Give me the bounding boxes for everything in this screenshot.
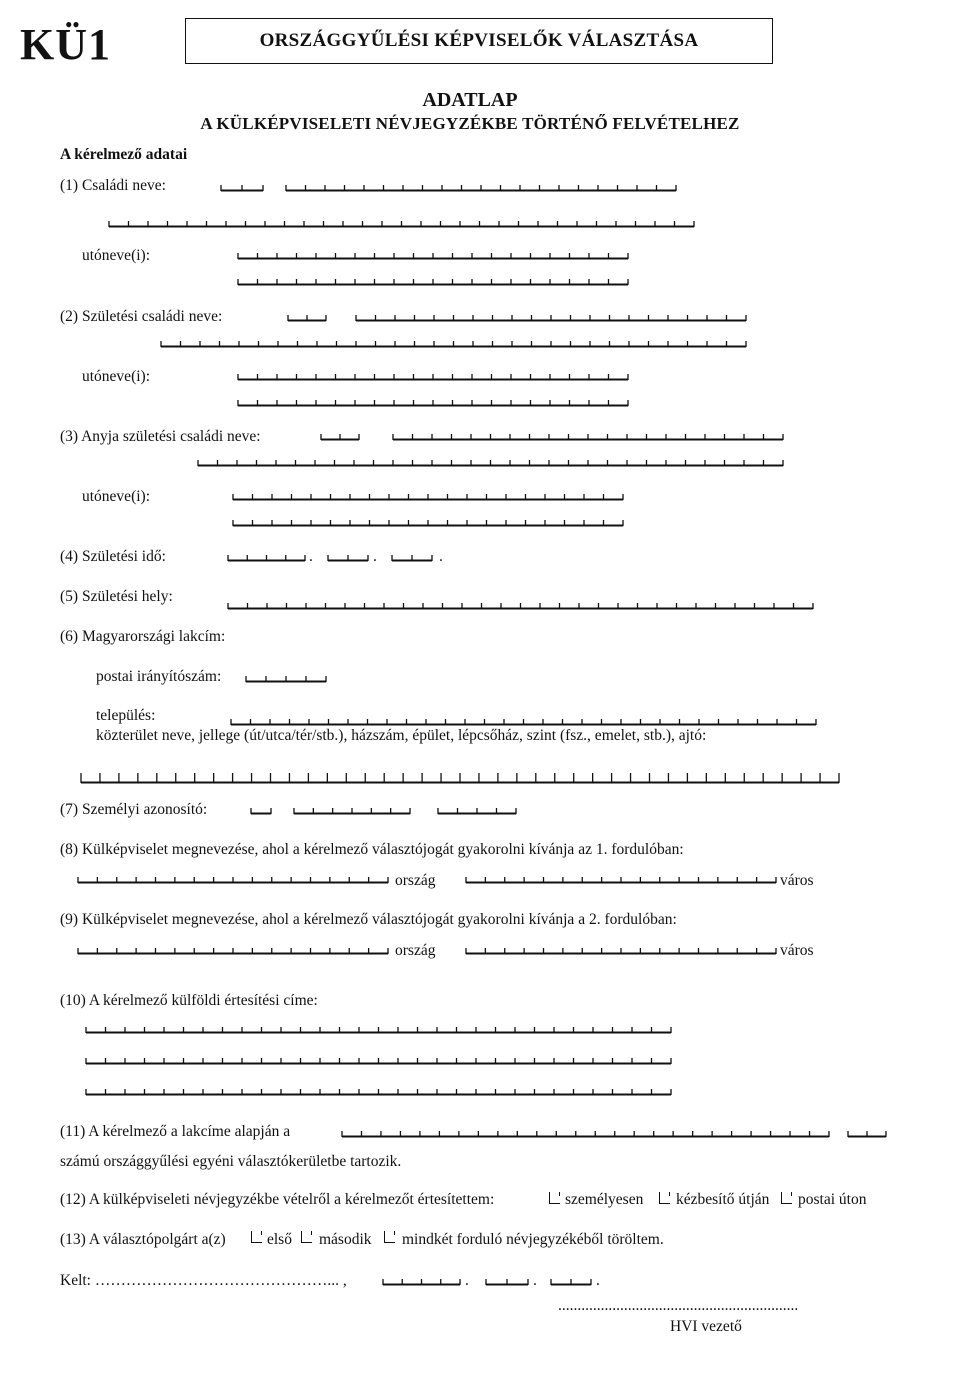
q12-opt2: kézbesítő útján xyxy=(676,1191,770,1208)
q8-country-label: ország xyxy=(395,872,436,889)
q12-label: (12) A külképviseleti névjegyzékbe vételről a kérelmezőt értesítettem: xyxy=(60,1191,495,1208)
notify-post-checkbox[interactable] xyxy=(781,1192,792,1204)
city-field[interactable] xyxy=(230,719,817,726)
q9-country-label: ország xyxy=(395,942,436,959)
q3-surname-cont-field[interactable] xyxy=(197,460,784,467)
q9-city-label: város xyxy=(780,942,814,959)
q7-label: (7) Személyi azonosító: xyxy=(60,801,208,818)
id-part1-field[interactable] xyxy=(250,808,272,815)
section-title: A kérelmező adatai xyxy=(60,146,188,163)
birth-place-field[interactable] xyxy=(227,603,814,610)
q3-label: (3) Anyja születési családi neve: xyxy=(60,428,261,445)
q13-opt2: második xyxy=(319,1231,372,1248)
q12-opt1: személyesen xyxy=(565,1191,644,1208)
q2-prefix-field[interactable] xyxy=(287,315,327,322)
form-code: KÜ1 xyxy=(20,20,111,69)
date-dot: . xyxy=(439,548,443,565)
q3-given-field-1[interactable] xyxy=(232,494,624,501)
id-part3-field[interactable] xyxy=(437,808,517,815)
q10-label: (10) A kérelmező külföldi értesítési címe: xyxy=(60,992,318,1009)
kelt-dot: . xyxy=(533,1272,537,1289)
q2-surname-field[interactable] xyxy=(355,315,747,322)
q1-label: (1) Családi neve: xyxy=(60,177,166,194)
q1-prefix-field[interactable] xyxy=(220,185,264,192)
form-subtitle: A KÜLKÉPVISELETI NÉVJEGYZÉKBE TÖRTÉNŐ FELVÉTELHEZ xyxy=(200,114,740,133)
q11-tail: számú országgyűlési egyéni választókerületbe tartozik. xyxy=(60,1153,402,1170)
q2-label: (2) Születési családi neve: xyxy=(60,308,223,325)
kelt-dot: . xyxy=(465,1272,469,1289)
form-title: ADATLAP xyxy=(422,89,518,111)
id-part2-field[interactable] xyxy=(293,808,411,815)
foreign-address-field-2[interactable] xyxy=(85,1058,672,1065)
q4-label: (4) Születési idő: xyxy=(60,548,166,565)
header-box: ORSZÁGGYŰLÉSI KÉPVISELŐK VÁLASZTÁSA xyxy=(185,18,773,64)
birth-year-field[interactable] xyxy=(227,555,306,562)
q1-surname-cont-field[interactable] xyxy=(108,221,695,228)
date-dot: . xyxy=(309,548,313,565)
q3-given-label: utóneve(i): xyxy=(82,488,151,505)
q3-prefix-field[interactable] xyxy=(320,434,360,441)
district-number-field[interactable] xyxy=(847,1131,887,1138)
q8-city-field[interactable] xyxy=(465,877,777,884)
foreign-address-field-3[interactable] xyxy=(85,1089,672,1096)
birth-month-field[interactable] xyxy=(327,555,369,562)
q9-city-field[interactable] xyxy=(465,948,777,955)
q1-given-field-2[interactable] xyxy=(237,279,629,286)
zip-code-field[interactable] xyxy=(245,676,327,683)
q6-street-label: közterület neve, jellege (út/utca/tér/stb.), házszám, épület, lépcsőház, szint (fsz., emelet, stb.), ajtó: xyxy=(96,727,707,744)
notify-courier-checkbox[interactable] xyxy=(659,1192,670,1204)
q8-label: (8) Külképviselet megnevezése, ahol a kérelmező választójogát gyakorolni kívánja az 1. fordulóban: xyxy=(60,841,684,858)
q1-given-field-1[interactable] xyxy=(237,253,629,260)
q2-given-label: utóneve(i): xyxy=(82,368,151,385)
signer-title: HVI vezető xyxy=(670,1318,742,1335)
q6-zip-label: postai irányítószám: xyxy=(96,668,222,685)
q9-country-field[interactable] xyxy=(77,948,389,955)
q3-surname-field[interactable] xyxy=(392,434,784,441)
notify-in-person-checkbox[interactable] xyxy=(549,1192,560,1204)
round1-checkbox[interactable] xyxy=(251,1231,262,1243)
district-name-field[interactable] xyxy=(341,1131,830,1138)
kelt-month-field[interactable] xyxy=(485,1279,529,1286)
q11-label: (11) A kérelmező a lakcíme alapján a xyxy=(60,1123,291,1140)
date-dot: . xyxy=(373,548,377,565)
kelt-day-field[interactable] xyxy=(550,1279,592,1286)
q1-given-label: utóneve(i): xyxy=(82,247,151,264)
kelt-year-field[interactable] xyxy=(382,1279,461,1286)
q13-opt3: mindkét forduló névjegyzékéből töröltem. xyxy=(402,1231,664,1248)
q1-surname-field[interactable] xyxy=(285,185,677,192)
both-rounds-checkbox[interactable] xyxy=(384,1231,395,1243)
q12-opt3: postai úton xyxy=(798,1191,867,1208)
round2-checkbox[interactable] xyxy=(301,1231,312,1243)
q13-opt1: első xyxy=(267,1231,292,1248)
street-address-field[interactable] xyxy=(80,773,840,784)
foreign-address-field-1[interactable] xyxy=(85,1027,672,1034)
q8-country-field[interactable] xyxy=(77,877,389,884)
q5-label: (5) Születési hely: xyxy=(60,588,173,605)
q6-label: (6) Magyarországi lakcím: xyxy=(60,628,226,645)
q8-city-label: város xyxy=(780,872,814,889)
q2-given-field-2[interactable] xyxy=(237,400,629,407)
kelt-dot: . xyxy=(596,1272,600,1289)
q6-city-label: település: xyxy=(96,707,156,724)
signature-line: .............................................................. xyxy=(558,1297,799,1314)
kelt-label: Kelt: ………………………………………... , xyxy=(60,1272,347,1289)
birth-day-field[interactable] xyxy=(391,555,433,562)
q2-given-field-1[interactable] xyxy=(237,374,629,381)
q3-given-field-2[interactable] xyxy=(232,520,624,527)
q9-label: (9) Külképviselet megnevezése, ahol a kérelmező választójogát gyakorolni kívánja a 2. fordulóban: xyxy=(60,911,677,928)
q13-label: (13) A választópolgárt a(z) xyxy=(60,1231,226,1248)
q2-surname-cont-field[interactable] xyxy=(160,341,747,348)
